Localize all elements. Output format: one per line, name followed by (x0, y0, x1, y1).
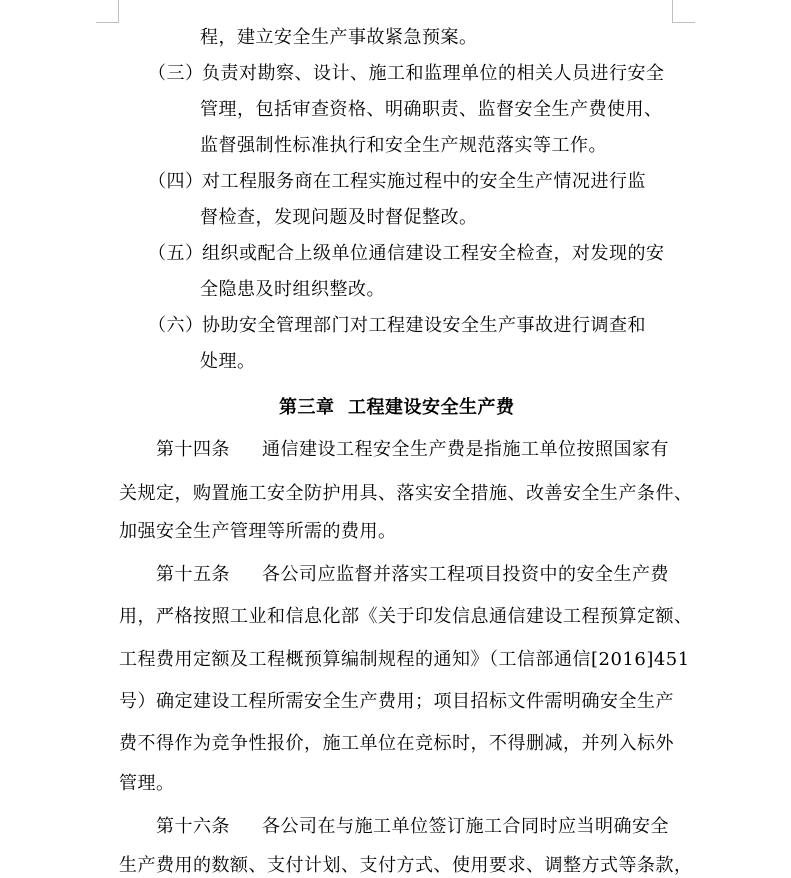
article-16-text: 各公司在与施工单位签订施工合同时应当明确安全 (262, 816, 669, 837)
list-item-5-line-2: 全隐患及时组织整改。 (200, 279, 385, 300)
crop-mark-top-left-vertical (118, 0, 119, 22)
article-15-line-6: 管理。 (119, 773, 175, 794)
article-16-label: 第十六条 (156, 816, 230, 837)
list-item-3-marker: （三） (148, 63, 204, 84)
article-15-line-5: 费不得作为竞争性报价，施工单位在竞标时，不得删减，并列入标外 (119, 733, 674, 754)
list-item-4-marker: （四） (148, 171, 204, 192)
article-15-line-4: 号）确定建设工程所需安全生产费用；项目招标文件需明确安全生产 (119, 691, 674, 712)
article-14-line-2: 关规定，购置施工安全防护用具、落实安全措施、改善安全生产条件、 (119, 483, 693, 504)
list-item-4-line-2: 督检查，发现问题及时督促整改。 (200, 207, 478, 228)
list-item-6-line-1: 协助安全管理部门对工程建设安全生产事故进行调查和 (202, 315, 646, 336)
list-item-continuation-line: 程，建立安全生产事故紧急预案。 (200, 27, 478, 48)
list-item-3-line-3: 监督强制性标准执行和安全生产规范落实等工作。 (200, 135, 607, 156)
crop-mark-top-left-horizontal (96, 22, 119, 23)
crop-mark-top-right-vertical (672, 0, 673, 22)
list-item-6-marker: （六） (148, 315, 204, 336)
list-item-5-line-1: 组织或配合上级单位通信建设工程安全检查，对发现的安 (202, 243, 665, 264)
article-15-line-1 (156, 563, 669, 587)
chapter-heading: 第三章 工程建设安全生产费 (279, 397, 515, 418)
list-item-3-line-2: 管理，包括审查资格、明确职责、监督安全生产费使用、 (200, 99, 663, 120)
article-14-label: 第十四条 (156, 439, 230, 460)
article-16-line-1 (156, 815, 669, 839)
list-item-3-line-1: 负责对勘察、设计、施工和监理单位的相关人员进行安全 (202, 63, 665, 84)
article-15-line-3: 工程费用定额及工程概预算编制规程的通知》（工信部通信[2016]451 (119, 649, 690, 670)
article-14-line-3: 加强安全生产管理等所需的费用。 (119, 521, 397, 542)
crop-mark-top-right-horizontal (672, 22, 695, 23)
list-item-4-line-1: 对工程服务商在工程实施过程中的安全生产情况进行监 (202, 171, 646, 192)
list-item-5-marker: （五） (148, 243, 204, 264)
article-15-label: 第十五条 (156, 564, 230, 585)
article-14-text: 通信建设工程安全生产费是指施工单位按照国家有 (262, 439, 669, 460)
article-15-line-2: 用，严格按照工业和信息化部《关于印发信息通信建设工程预算定额、 (119, 606, 693, 627)
list-item-6-line-2: 处理。 (200, 351, 256, 372)
article-15-text: 各公司应监督并落实工程项目投资中的安全生产费 (262, 564, 669, 585)
article-14-line-1 (156, 438, 669, 462)
article-16-line-2: 生产费用的数额、支付计划、支付方式、使用要求、调整方式等条款， (119, 855, 693, 876)
